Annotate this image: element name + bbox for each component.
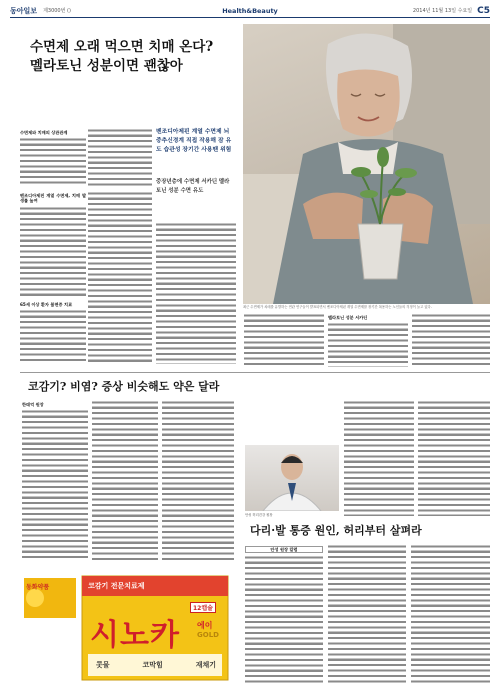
body-text [162, 400, 234, 560]
symptom-runny-nose: 콧물 [96, 661, 110, 669]
body-text [245, 555, 323, 684]
body-text [20, 309, 86, 364]
story-2-headline: 코감기? 비염? 증상 비슷해도 약은 달라 [28, 380, 220, 393]
symptom-sneezing: 재채기 [195, 661, 216, 669]
ad-count: 12캡슐 [190, 602, 216, 613]
body-text [244, 313, 324, 367]
deck-title: 수면제와 치매의 상관관계 [20, 130, 68, 135]
ad-product-name: 시노카 [90, 618, 180, 653]
story-2-col2 [92, 400, 158, 560]
article-body-col6 [412, 313, 490, 367]
body-text [92, 400, 158, 560]
doctor-portrait [245, 445, 339, 511]
body-text [88, 128, 152, 188]
ad-product-gold: GOLD [197, 631, 219, 639]
ad-slogan: 코감기 전문치료제 [88, 582, 145, 590]
story-2-byline: 한태억 원장 [22, 402, 44, 407]
body-text [156, 222, 236, 364]
article-body-col4 [244, 313, 324, 367]
top-headline-line-2: 멜라토닌 성분이면 괜찮아 [30, 58, 183, 74]
article-body-col1-bot [20, 300, 86, 364]
body-text [412, 313, 490, 367]
body-text [411, 544, 490, 684]
page-header [10, 4, 490, 18]
body-text [328, 322, 408, 367]
body-text [328, 544, 406, 684]
section-title: Health&Beauty [222, 6, 278, 15]
issue-number: 제3000번 () [43, 8, 71, 14]
top-headline-line-1: 수면제 오래 먹으면 치매 온다? [30, 39, 214, 55]
ad-product-sub: 에이 [197, 621, 213, 630]
newspaper-brand: 동아일보 [10, 5, 38, 15]
story-3-headline: 다리·발 통증 원인, 허리부터 살펴라 [250, 524, 422, 537]
subhead-elderly: 65세 이상 환자 불면증 치료 [20, 302, 73, 307]
story-3-col-top-b [418, 400, 490, 516]
story-3-col-top-a [344, 400, 414, 516]
body-text [22, 409, 88, 559]
story-3-col2 [328, 544, 406, 684]
subhead-benzo: 벤조디아제핀 계열 수면제, 치매 발생률 높여 [20, 193, 86, 204]
symptom-stuffy-nose: 코막힘 [142, 661, 163, 669]
body-text [20, 206, 86, 299]
sub-headline-1: 벤조디아제핀 계열 수면제 뇌 중추신경계 직접 작용해 잠 유도 습관성 장기간 사용땐 위험 [156, 129, 232, 153]
medicine-ad [22, 568, 232, 686]
article-body-col5 [328, 313, 408, 367]
ad-maker: 동화약품 [26, 584, 50, 591]
page-number: C5 [477, 5, 490, 16]
top-photo-caption: 최근 수면제가 치매를 유발하는 연관 연구들이 발표되면서 벤조디아제핀 계열 수면제를 장기간 복용하는 노인들의 걱정이 늘고 있다. [243, 305, 432, 309]
story-3-col1 [245, 544, 323, 684]
issue-date: 2014년 11월 13일 수요일 [412, 8, 473, 14]
body-text [20, 137, 86, 187]
sub-headline-2: 중장년층에 수면제 서카딘 멜라토닌 성분 수면 유도 [156, 179, 230, 194]
article-body-col1-mid [20, 191, 86, 299]
top-headline [30, 38, 240, 76]
photo-illustration [243, 24, 490, 304]
body-text [88, 191, 152, 364]
body-text [344, 400, 414, 516]
article-body-col2-top [88, 128, 152, 188]
story-2-col3 [162, 400, 234, 560]
ad-symptoms [96, 660, 216, 670]
story-2-col1 [22, 400, 88, 560]
article-body-col2 [88, 191, 152, 364]
story-3-photo-caption: 안성 허리건강 원장 [245, 513, 273, 517]
story-3-byline: 안성 원장 칼럼 [245, 546, 323, 553]
body-text [418, 400, 490, 516]
subhead-melatonin: 멜라토닌 성분 서카딘 [328, 315, 368, 320]
story-3-col3 [411, 544, 490, 684]
article-body-col3 [156, 222, 236, 364]
doctor-illustration [245, 445, 339, 511]
elderly-woman-photo [243, 24, 490, 304]
section-divider [20, 372, 490, 373]
article-body-col1-top [20, 128, 86, 188]
